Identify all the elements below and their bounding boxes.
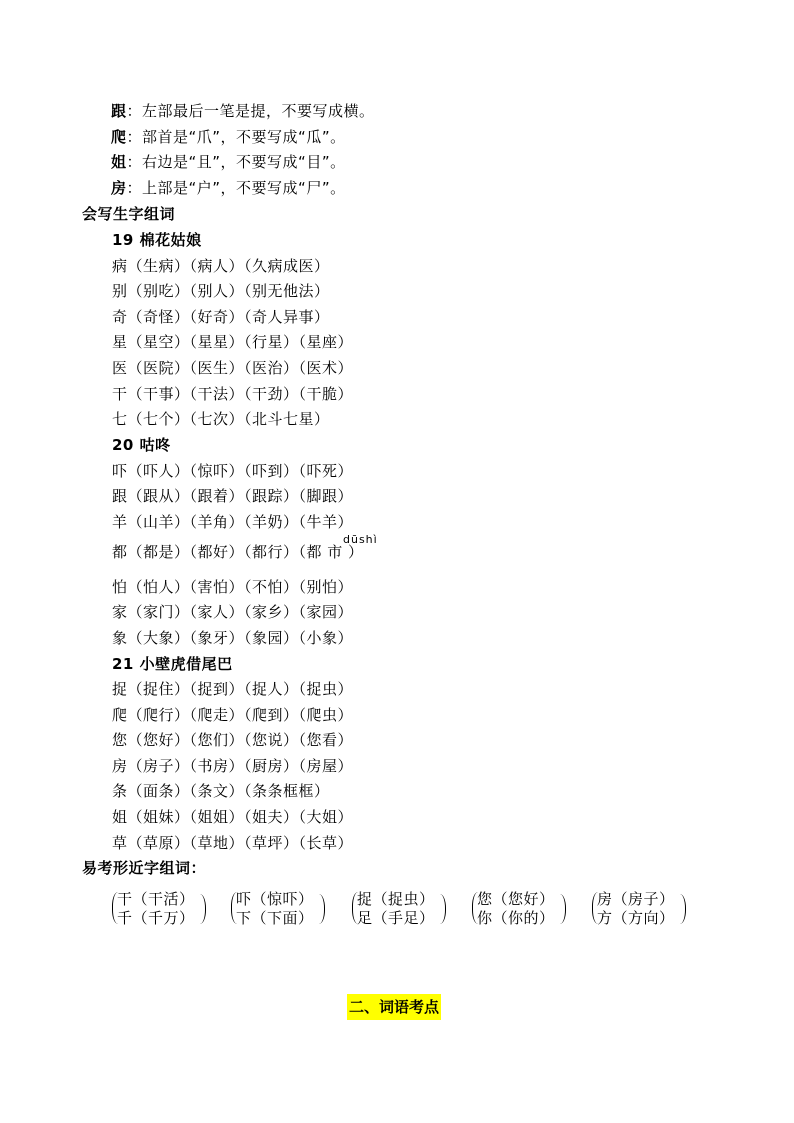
- similar-pair: [472, 890, 567, 928]
- pair-top: 干（干活）: [117, 890, 195, 908]
- similar-pair: [231, 890, 326, 928]
- pair-top: 房（房子）: [597, 890, 675, 908]
- word-row: 捉（捉住）（捉到）（捉人）（捉虫）: [112, 680, 354, 698]
- word-row: 房（房子）（书房）（厨房）（房屋）: [112, 757, 354, 775]
- pair-bottom: 方（方向）: [597, 909, 675, 927]
- note-row: [111, 152, 346, 172]
- pair-bottom: 你（你的）: [477, 909, 555, 927]
- heading-word-formation: 会写生字组词: [82, 205, 176, 223]
- right-brace: [200, 894, 206, 924]
- word-row: 星（星空）（星星）（行星）（星座）: [112, 333, 354, 351]
- word-row: 都（都是）（都好）（都行）（都 市 ）: [112, 543, 364, 561]
- word-row: 别（别吃）（别人）（别无他法）: [112, 282, 330, 300]
- note-row: [111, 101, 375, 121]
- word-row: 羊（山羊）（羊角）（羊奶）（牛羊）: [112, 513, 354, 531]
- lesson-21-title: 21 小壁虎借尾巴: [112, 655, 233, 673]
- pair-bottom: 下（下面）: [236, 909, 314, 927]
- word-row: 草（草原）（草地）（草坪）（长草）: [112, 834, 354, 852]
- word-row: 怕（怕人）（害怕）（不怕）（别怕）: [112, 578, 354, 596]
- pair-top: 捉（捉虫）: [357, 890, 435, 908]
- note-char: 房: [111, 179, 127, 197]
- note-row: [111, 178, 346, 198]
- similar-pair: [352, 890, 447, 928]
- word-row: 姐（姐妹）（姐姐）（姐夫）（大姐）: [112, 808, 354, 826]
- pair-top: 吓（惊吓）: [236, 890, 314, 908]
- word-row: 条（面条）（条文）（条条框框）: [112, 782, 330, 800]
- lesson-20-title: 20 咕咚: [112, 436, 171, 454]
- word-row: 干（干事）（干法）（干劲）（干脆）: [112, 385, 354, 403]
- note-text: ：右边是“且”，不要写成“目”。: [126, 153, 346, 171]
- similar-pair: [592, 890, 687, 928]
- word-row: 象（大象）（象牙）（象园）（小象）: [112, 629, 354, 647]
- word-row: 医（医院）（医生）（医治）（医术）: [112, 359, 354, 377]
- similar-pair: [112, 890, 207, 928]
- lesson-19-title: 19 棉花姑娘: [112, 231, 202, 249]
- note-text: ：部首是“爪”，不要写成“瓜”。: [126, 128, 346, 146]
- note-char: 爬: [111, 128, 127, 146]
- pair-top: 您（您好）: [477, 890, 555, 908]
- note-text: ：上部是“户”，不要写成“尸”。: [126, 179, 346, 197]
- word-row: 家（家门）（家人）（家乡）（家园）: [112, 603, 354, 621]
- word-row: 吓（吓人）（惊吓）（吓到）（吓死）: [112, 462, 354, 480]
- right-brace: [440, 894, 446, 924]
- word-row: 跟（跟从）（跟着）（跟踪）（脚跟）: [112, 487, 354, 505]
- note-row: [111, 127, 346, 147]
- pinyin-annotation: dūshì: [343, 533, 378, 546]
- heading-similar-characters: 易考形近字组词：: [82, 859, 207, 877]
- section-title: 二、词语考点: [347, 994, 441, 1020]
- word-row: 您（您好）（您们）（您说）（您看）: [112, 731, 354, 749]
- note-char: 姐: [111, 153, 127, 171]
- right-brace: [319, 894, 325, 924]
- pair-bottom: 千（千万）: [117, 909, 195, 927]
- note-char: 跟: [111, 102, 127, 120]
- right-brace: [680, 894, 686, 924]
- word-row: 病（生病）（病人）（久病成医）: [112, 257, 330, 275]
- word-row: 奇（奇怪）（好奇）（奇人异事）: [112, 308, 330, 326]
- word-row: 爬（爬行）（爬走）（爬到）（爬虫）: [112, 706, 354, 724]
- note-text: ：左部最后一笔是提，不要写成横。: [126, 102, 375, 120]
- right-brace: [560, 894, 566, 924]
- pair-bottom: 足（手足）: [357, 909, 435, 927]
- word-row: 七（七个）（七次）（北斗七星）: [112, 410, 330, 428]
